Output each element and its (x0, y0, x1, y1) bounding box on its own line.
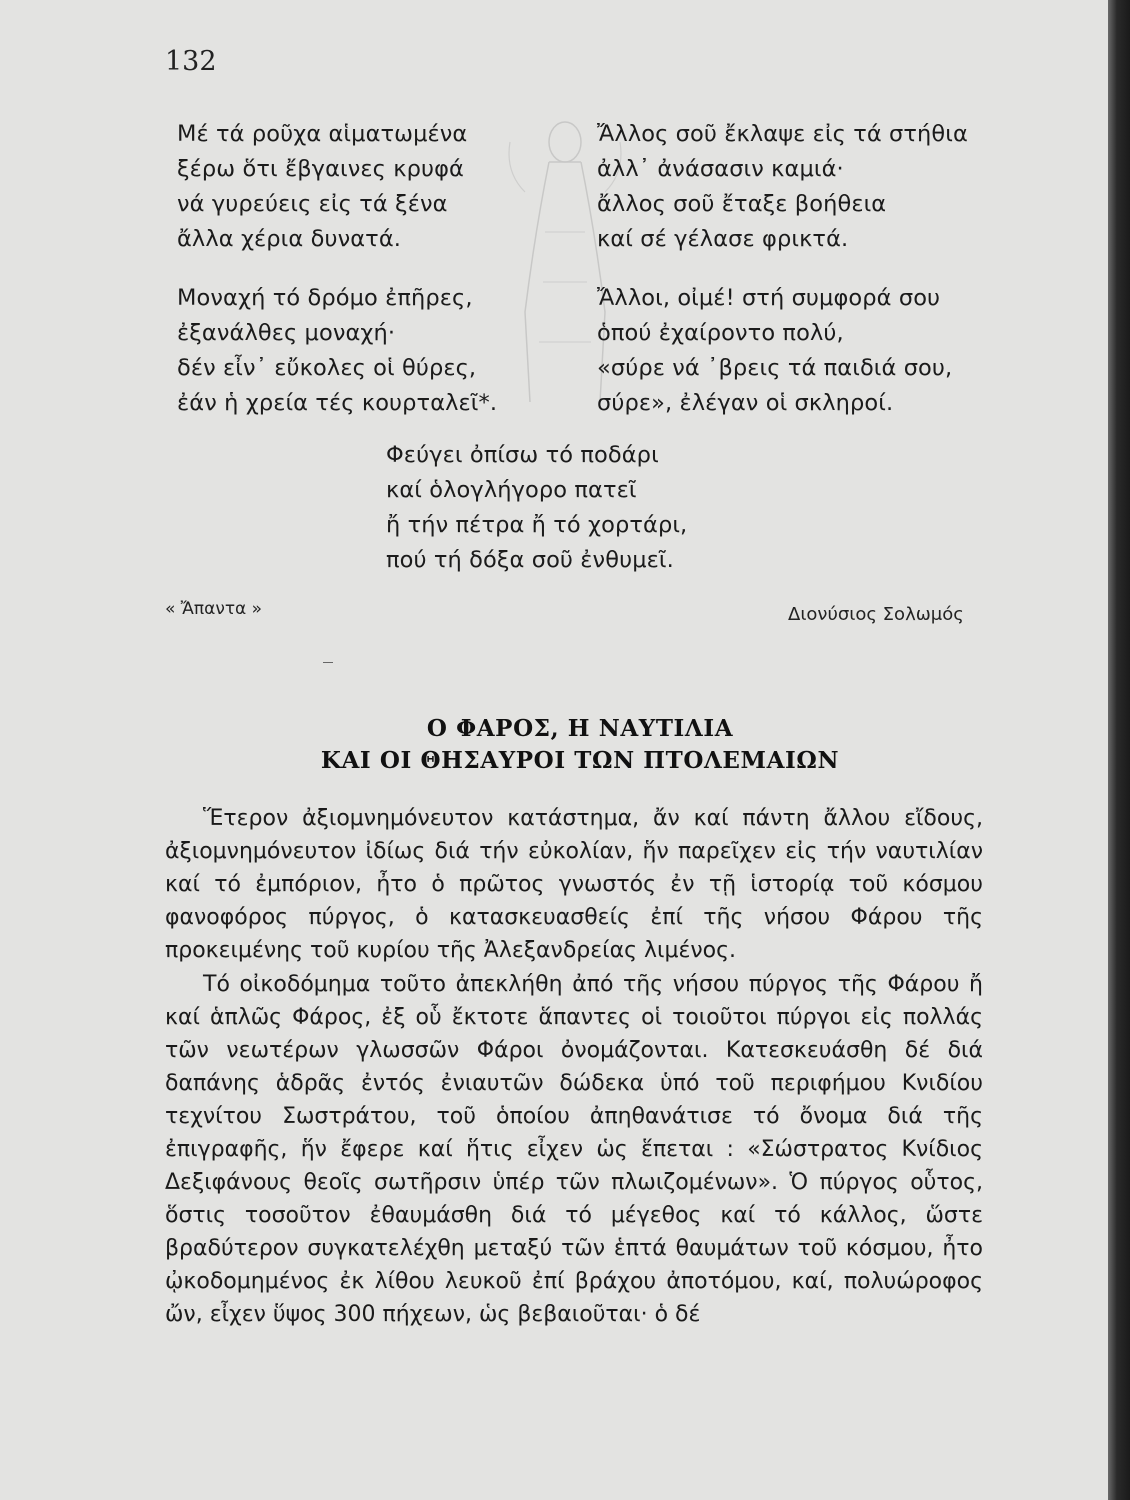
poem-line: ἐξανάλθες μοναχή· (177, 320, 396, 346)
page-number: 132 (165, 46, 217, 77)
poem-line: σύρε», ἐλέγαν οἱ σκληροί. (597, 390, 894, 416)
poem-stanza-2 (177, 281, 497, 421)
poem-line: Ἄλλος σοῦ ἔκλαψε εἰς τά στήθια (597, 121, 968, 147)
poem-line: Ἄλλοι, οἰμέ! στή συμφορά σου (597, 285, 941, 311)
poem-stanza-5 (386, 438, 687, 578)
article-body (165, 802, 983, 1331)
article-title-line-2: ΚΑΙ ΟΙ ΘΗΣΑΥΡΟΙ ΤΩΝ ΠΤΟΛΕΜΑΙΩΝ (320, 747, 840, 774)
article-paragraph-1: Ἕτερον ἀξιομνημόνευτον κατάστημα, ἄν καί πάντη ἄλλου εἴδους, ἀξιομνημόνευτον ἰδίως διά τήν εὐκολίαν, ἥν παρεῖχεν εἰς τήν ναυτιλίαν καί τό ἐμπόριον, ἦτο ὁ πρῶτος γνωστός ἐν τῇ ἱστορίᾳ τοῦ κόσμου φανοφόρος πύργος, ὁ κατασκευασθείς ἐπί τῆς νήσου Φάρου τῆς προκειμένης τοῦ κυρίου τῆς Ἀλεξανδρείας λιμένος. (165, 806, 983, 963)
poem-line: ἤ τήν πέτρα ἤ τό χορτάρι, (386, 512, 688, 538)
article-title-line-1: Ο ΦΑΡΟΣ, Η ΝΑΥΤΙΛΙΑ (426, 715, 734, 742)
poem-stanza-1 (177, 117, 467, 257)
poem-line: καί ὁλογλήγορο πατεῖ (386, 477, 637, 503)
divider-mark (323, 662, 333, 663)
poem-line: ἀλλ᾽ ἀνάσασιν καμιά· (597, 156, 844, 182)
poem-line: ὁπού ἐχαίροντο πολύ, (597, 320, 844, 346)
poem-line: δέν εἶν᾽ εὔκολες οἱ θύρες, (177, 355, 477, 381)
poem-stanza-3 (597, 117, 968, 257)
article-title (260, 713, 900, 777)
poem-line: νά γυρεύεις εἰς τά ξένα (177, 191, 448, 217)
poem-line: ἄλλος σοῦ ἔταξε βοήθεια (597, 191, 887, 217)
poem-line: Μοναχή τό δρόμο ἐπῆρες, (177, 285, 473, 311)
poem-line: ἐάν ἡ χρεία τές κουρταλεῖ*. (177, 390, 498, 416)
poem-line: ἄλλα χέρια δυνατά. (177, 226, 401, 252)
poem-line: ξέρω ὅτι ἔβγαινες κρυφά (177, 156, 464, 182)
poem-line: «σύρε νά ᾽βρεις τά παιδιά σου, (597, 355, 953, 381)
poem-line: Μέ τά ροῦχα αἱματωμένα (177, 121, 468, 147)
poem-line: Φεύγει ὀπίσω τό ποδάρι (386, 442, 659, 468)
poem-stanza-4 (597, 281, 952, 421)
poem-author: Διονύσιος Σολωμός (788, 604, 964, 625)
poem-line: καί σέ γέλασε φρικτά. (597, 226, 849, 252)
poem-line: πού τή δόξα σοῦ ἐνθυμεῖ. (386, 547, 674, 573)
page-edge-shadow (1108, 0, 1130, 1500)
article-paragraph-2: Τό οἰκοδόμημα τοῦτο ἀπεκλήθη ἀπό τῆς νήσου πύργος τῆς Φάρου ἤ καί ἁπλῶς Φάρος, ἐξ οὗ ἔκτοτε ἅπαντες οἱ τοιοῦτοι πύργοι εἰς πολλάς τῶν νεωτέρων γλωσσῶν Φάροι ὀνομάζονται. Κατεσκευάσθη δέ διά δαπάνης ἁδρᾶς ἐντός ἐνιαυτῶν δώδεκα ὑπό τοῦ περιφήμου Κνιδίου τεχνίτου Σωστράτου, τοῦ ὁποίου ἀπηθανάτισε τό ὄνομα διά τῆς ἐπιγραφῆς, ἥν ἔφερε καί ἥτις εἶχεν ὡς ἕπεται : «Σώστρατος Κνίδιος Δεξιφάνους θεοῖς σωτῆρσιν ὑπέρ τῶν πλωιζομένων». Ὁ πύργος οὗτος, ὅστις τοσοῦτον ἐθαυμάσθη διά τό μέγεθος καί τό κάλλος, ὥστε βραδύτερον συγκατελέχθη μεταξύ τῶν ἑπτά θαυμάτων τοῦ κόσμου, ἦτο ᾠκοδομημένος ἐκ λίθου λευκοῦ ἐπί βράχου ἀποτόμου, καί, πολυώροφος ὤν, εἶχεν ὕψος 300 πήχεων, ὡς βεβαιοῦται· ὁ δέ (165, 972, 983, 1327)
poem-source: « Ἄπαντα » (165, 599, 263, 619)
